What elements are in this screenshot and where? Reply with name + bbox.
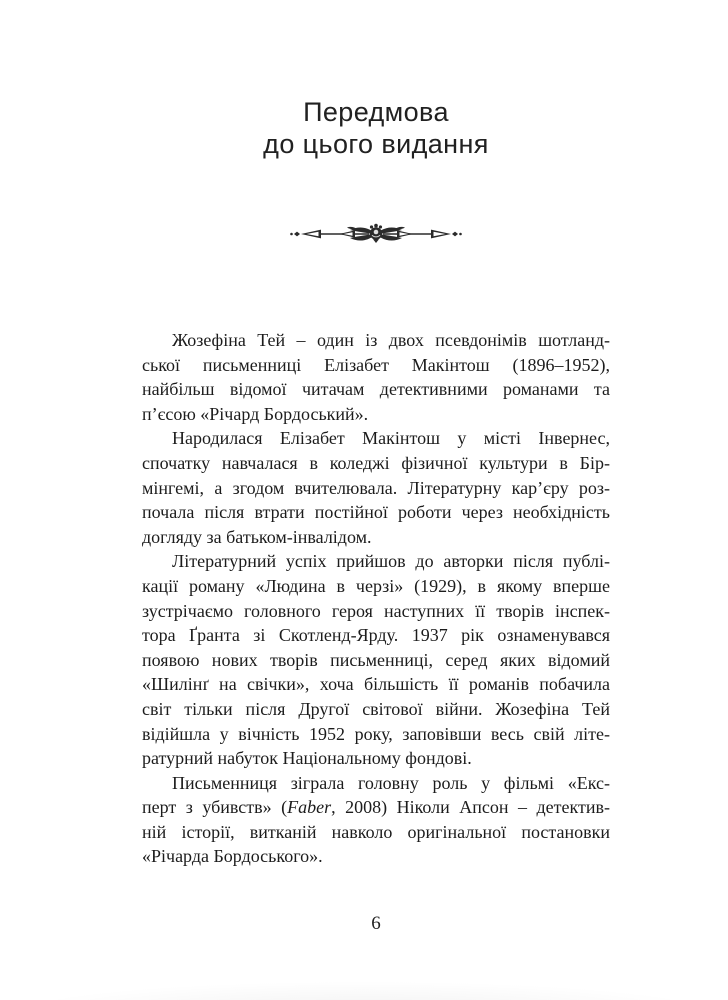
chapter-title <box>142 96 610 160</box>
text-line: «Річарда Бордоського». <box>142 846 323 867</box>
text-line: Народилася Елізабет Макінтош у місті Інвернес, <box>172 428 610 449</box>
floral-divider-icon <box>287 222 465 246</box>
paragraph-2 <box>142 426 610 549</box>
chapter-title-line2: до цього видання <box>263 129 489 159</box>
paragraph-4 <box>142 771 610 869</box>
text-line: спочатку навчалася в коледжі фізичної культури в Бір- <box>142 452 610 473</box>
text-segment: перт з убивств» ( <box>142 797 288 818</box>
text-segment: , 2008) Ніколи Апсон – детектив- <box>331 797 610 818</box>
ornament-divider <box>142 222 610 246</box>
text-line <box>142 795 610 820</box>
text-line: відійшла у вічність 1952 року, заповівши весь свій літе- <box>142 723 610 744</box>
text-line: Жозефіна Тей – один із двох псевдонімів шотланд- <box>172 330 610 350</box>
text-line: Письменниця зіграла головну роль у фільмі «Екс- <box>172 772 610 793</box>
paragraph-3 <box>142 549 610 770</box>
italic-text-faber: Faber <box>287 797 332 818</box>
text-column <box>142 0 610 935</box>
text-line: ської письменниці Елізабет Макінтош (1896–1952), <box>142 354 610 375</box>
text-line: тора Ґранта зі Скотленд-Ярду. 1937 рік ознаменувався <box>142 625 610 646</box>
text-line: ратурний набуток Національному фондові. <box>142 748 472 769</box>
text-line: появою нових творів письменниці, серед яких відомий <box>142 649 610 670</box>
chapter-title-line1: Передмова <box>303 97 449 127</box>
text-line: догляду за батьком-інвалідом. <box>142 526 372 547</box>
paragraph-1 <box>142 328 610 426</box>
text-line: кації роману «Людина в черзі» (1929), в якому вперше <box>142 575 610 596</box>
text-line: почала після втрати постійної роботи через необхідність <box>142 502 610 523</box>
page-number: 6 <box>371 913 381 935</box>
text-line: мінгемі, а згодом вчителювала. Літературну кар’єру роз- <box>142 477 610 498</box>
text-line: п’єсою «Річард Бордоський». <box>142 403 369 424</box>
text-line: «Шилінґ на свічки», хоча більшість її романів побачила <box>142 674 610 695</box>
text-line: зустрічаємо головного героя наступних її творів інспек- <box>142 600 610 621</box>
text-line: Літературний успіх прийшов до авторки після публі- <box>172 551 610 572</box>
text-line: ній історії, витканій навколо оригінальної постановки <box>142 821 610 842</box>
body-text <box>142 328 610 869</box>
text-line: світ тільки після Другої світової війни. Жозефіна Тей <box>142 698 610 719</box>
text-line: найбільш відомої читачам детективними романами та <box>142 379 610 400</box>
